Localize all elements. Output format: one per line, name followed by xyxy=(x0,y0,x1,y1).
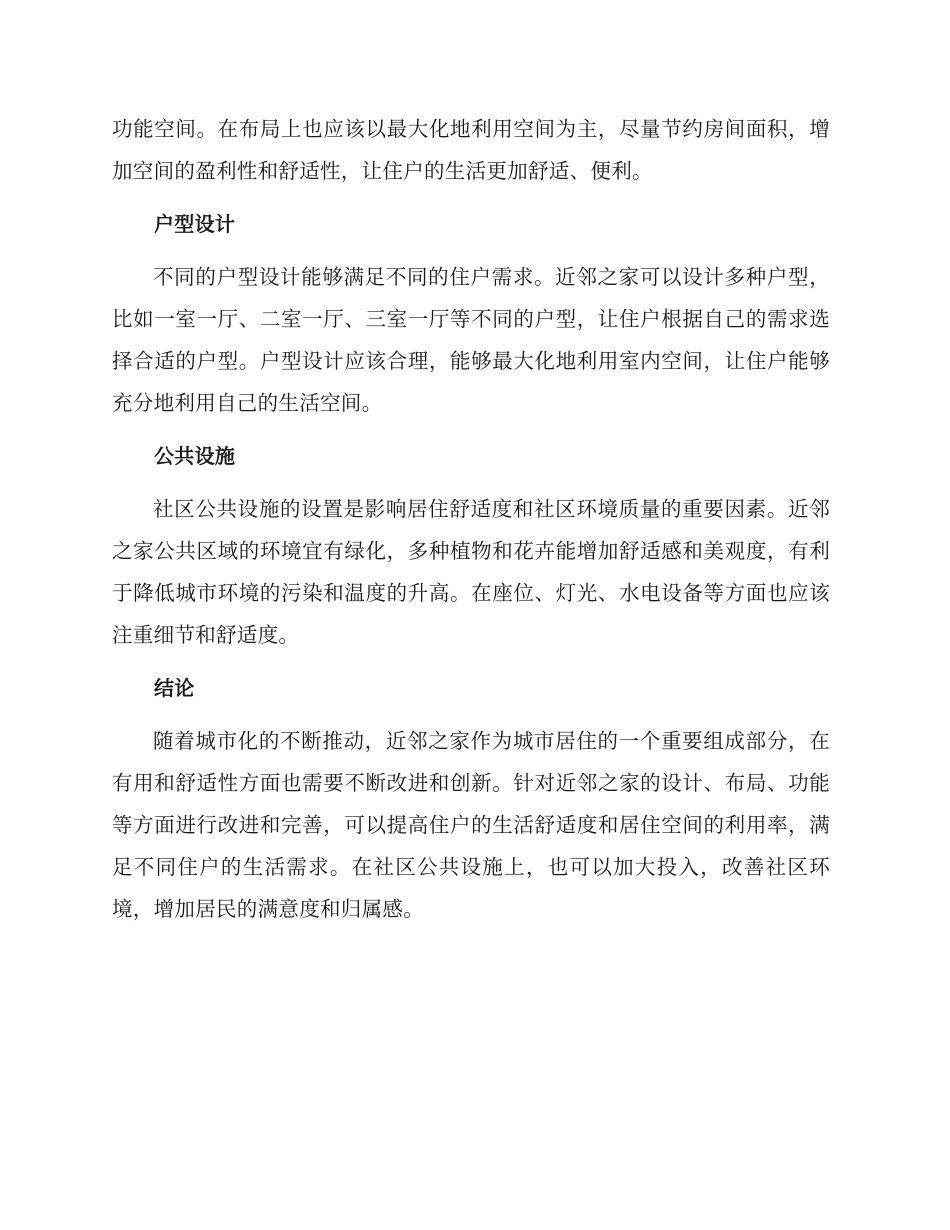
section-heading-public-facilities: 公共设施 xyxy=(154,444,236,468)
section-body-conclusion: 随着城市化的不断推动，近邻之家作为城市居住的一个重要组成部分，在有用和舒适性方面也需要不断改进和创新。针对近邻之家的设计、布局、功能等方面进行改进和完善，可以提高住户的生活舒适度和居住空间的利用率，满足不同住户的生活需求。在社区公共设施上，也可以加大投入，改善社区环境，增加居民的满意度和归属感。 xyxy=(112,729,830,921)
document-page xyxy=(112,108,830,930)
spacer xyxy=(112,656,830,667)
spacer xyxy=(112,477,830,488)
spacer xyxy=(112,709,830,720)
section-heading-conclusion: 结论 xyxy=(154,676,195,700)
intro-paragraph: 功能空间。在布局上也应该以最大化地利用空间为主，尽量节约房间面积，增加空间的盈利性和舒适性，让住户的生活更加舒适、便利。 xyxy=(112,117,830,183)
section-body-unit-design: 不同的户型设计能够满足不同的住户需求。近邻之家可以设计多种户型，比如一室一厅、二室一厅、三室一厅等不同的户型，让住户根据自己的需求选择合适的户型。户型设计应该合理，能够最大化地利用室内空间，让住户能够充分地利用自己的生活空间。 xyxy=(112,265,830,415)
section-body-public-facilities: 社区公共设施的设置是影响居住舒适度和社区环境质量的重要因素。近邻之家公共区域的环境宜有绿化，多种植物和花卉能增加舒适感和美观度，有利于降低城市环境的污染和温度的升高。在座位、灯光、水电设备等方面也应该注重细节和舒适度。 xyxy=(112,497,830,647)
spacer xyxy=(112,245,830,256)
spacer xyxy=(112,424,830,435)
spacer xyxy=(112,192,830,203)
section-heading-unit-design: 户型设计 xyxy=(154,212,236,236)
